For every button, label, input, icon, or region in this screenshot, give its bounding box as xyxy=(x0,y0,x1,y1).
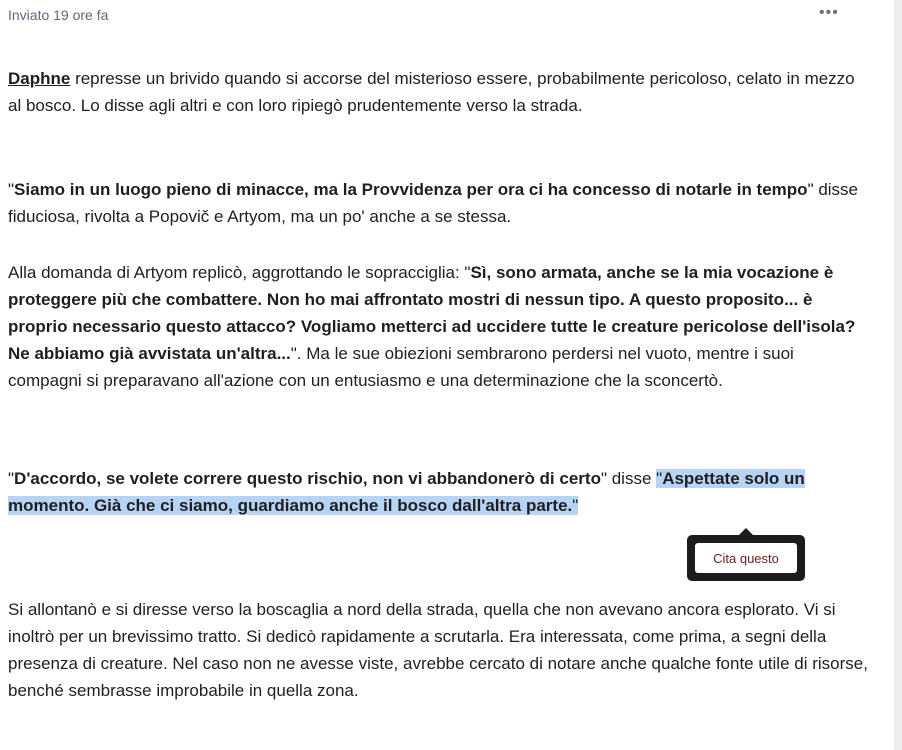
quote-mark: " xyxy=(656,469,663,488)
dialogue-bold: D'accordo, se volete correre questo rischio, non vi abbandonerò di certo xyxy=(14,469,601,488)
quote-mark: " xyxy=(8,469,15,488)
post-paragraph xyxy=(8,65,872,119)
quote-mark: " xyxy=(8,180,15,199)
post-timestamp: Inviato 19 ore fa xyxy=(8,7,109,23)
ellipsis-icon[interactable]: ••• xyxy=(819,4,839,21)
quote-this-button[interactable]: Cita questo xyxy=(695,543,797,573)
dialogue-bold: Siamo in un luogo pieno di minacce, ma la Provvidenza per ora ci ha concesso di notarle in tempo xyxy=(14,180,808,199)
quote-selection-tooltip xyxy=(687,535,805,581)
post-paragraph xyxy=(8,465,872,519)
selected-dialogue-bold: Aspettate solo un momento. Già che ci siamo, guardiamo anche il bosco dall'altra parte. xyxy=(8,469,805,515)
scrollbar[interactable] xyxy=(894,0,902,750)
dialogue-bold: Sì, sono armata, anche se la mia vocazione è proteggere più che combattere. Non ho mai affrontato mostri di nessun tipo. A questo proposito... è proprio necessario questo attacco? Vogliamo metterci ad uccidere tutte le creature pericolose dell'isola? Ne abbiamo già avvistata un'altra... xyxy=(8,263,856,363)
paragraph-text: " disse xyxy=(600,469,657,488)
post-paragraph xyxy=(8,176,872,230)
paragraph-text: " disse fiduciosa, rivolta a Popovič e Artyom, ma un po' anche a se stessa. xyxy=(8,180,859,226)
paragraph-text: represse un brivido quando si accorse del misterioso essere, probabilmente pericoloso, celato in mezzo al bosco. Lo disse agli altri e con loro ripiegò prudentemente verso la strada. xyxy=(8,69,855,115)
forum-post xyxy=(8,0,874,750)
paragraph-text: Alla domanda di Artyom replicò, aggrottando le sopracciglia: " xyxy=(8,263,471,282)
quote-mark: " xyxy=(572,496,579,515)
post-paragraph xyxy=(8,259,872,394)
paragraph-text: ". Ma le sue obiezioni sembrarono perdersi nel vuoto, mentre i suoi compagni si preparavano all'azione con un entusiasmo e una determinazione che la sconcertò. xyxy=(8,344,794,390)
post-paragraph: Si allontanò e si diresse verso la boscaglia a nord della strada, quella che non avevano ancora esplorato. Vi si inoltrò per un brevissimo tratto. Si dedicò rapidamente a scrutarla. Era interessata, come prima, a segni della presenza di creature. Nel caso non ne avesse viste, avrebbe cercato di notare anche qualche fonte utile di risorse, benché sembrasse improbabile in quella zona. xyxy=(8,600,868,700)
user-mention-link[interactable]: Daphne xyxy=(8,69,71,88)
